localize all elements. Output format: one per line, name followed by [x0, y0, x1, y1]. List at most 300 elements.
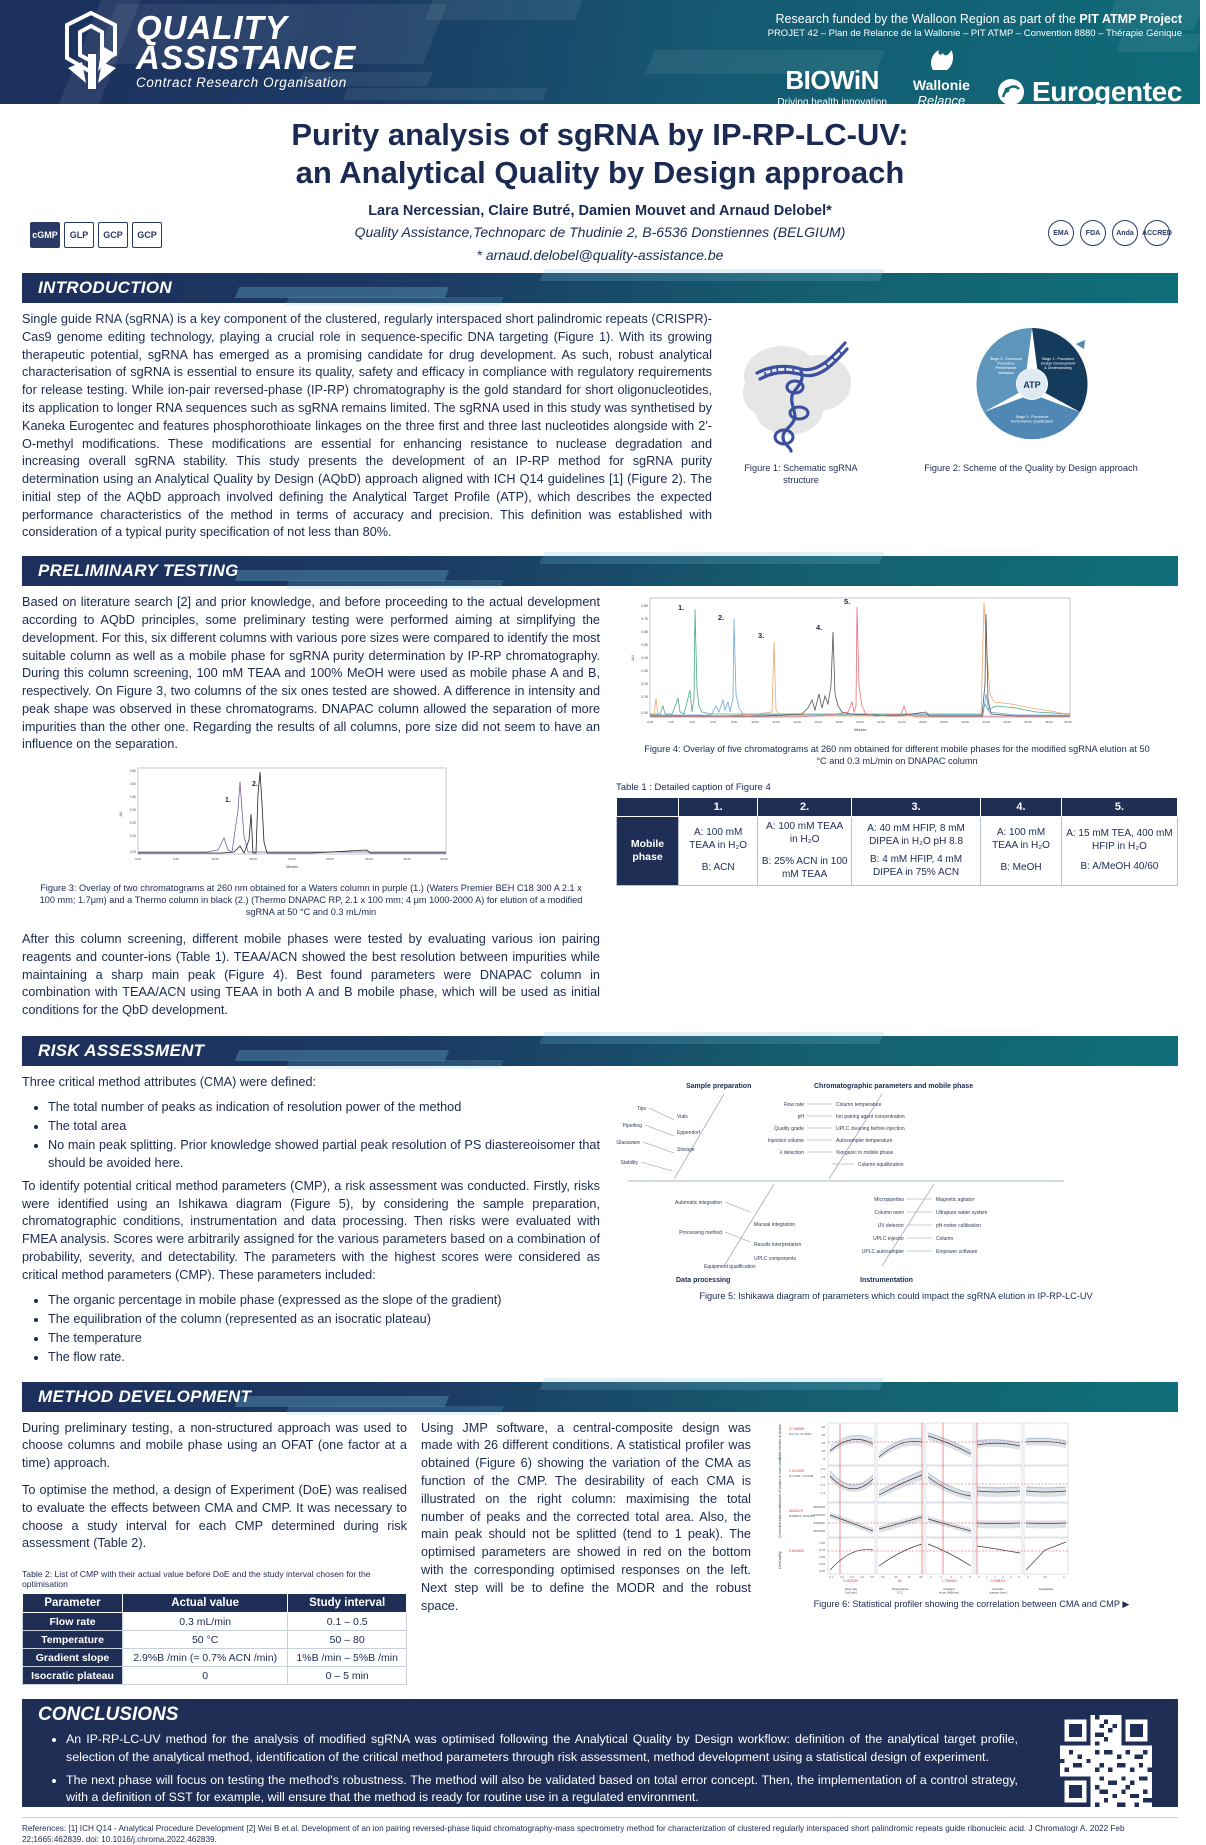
table-row: [23, 1613, 407, 1631]
t1-c5-a: A: 15 mM TEA, 400 mM HFIP in H₂O: [1066, 828, 1173, 852]
t1-rowlabel: Mobile phase: [617, 817, 679, 886]
svg-text:5.00: 5.00: [173, 857, 179, 862]
stage2-label: Stage 2 : Procedure Performance Qualification: [1010, 415, 1053, 424]
ishikawa-item: Column equilibration: [858, 1161, 904, 1168]
svg-text:4: 4: [960, 1575, 962, 1579]
figure-2-caption: Figure 2: Scheme of the Quality by Design approach: [924, 463, 1138, 474]
svg-text:AU: AU: [630, 655, 635, 661]
ishikawa-item: Ion pairing agent concentration: [836, 1113, 905, 1120]
ishikawa-item: Stability: [620, 1159, 638, 1166]
ishikawa-item: Vials: [677, 1113, 688, 1120]
svg-text:14.00: 14.00: [793, 720, 801, 725]
table-row: [23, 1667, 407, 1685]
stage1-label: Stage 1 : Procedure Design Development & Understanding: [1040, 357, 1075, 371]
profiler-ci: [23.716, 31.4831]: [789, 1431, 812, 1436]
svg-text:12.00: 12.00: [772, 720, 780, 725]
introduction-heading: INTRODUCTION: [38, 278, 172, 298]
svg-text:0.20: 0.20: [129, 821, 136, 826]
ishikawa-item: UPLC cleaning before injection: [836, 1125, 905, 1132]
svg-text:2.00: 2.00: [668, 720, 674, 725]
svg-text:10.00: 10.00: [751, 720, 759, 725]
table-cell: 0 – 5 min: [288, 1667, 407, 1685]
badge-accred: ACCRED: [1144, 220, 1170, 246]
ishikawa-item: Ultrapure water system: [936, 1209, 988, 1216]
svg-text:0.50: 0.50: [129, 782, 136, 787]
ishikawa-item: UPLC components: [754, 1255, 796, 1262]
preliminary-para1: Based on literature search [2] and prior knowledge, and before proceeding to the actual development according to AQbD principles, some preliminary testing were performed aiming at simplifying the development. For this, six different columns with various pore sizes were compared to identify the most suitable column as well as a mobile phase for sgRNA purity determination by IP-RP chromatography. During this column screening, 100 mM TEAA and 100% MeOH were used as mobile phase A and B, respectively. On Figure 3, two columns of the six ones tested are showed. A difference in intensity and peak shape was observed in these chromatograms. DNAPAC column allowed the separation of more impurities than the other one. Regarding the results of all columns, pore size did not seem to have an influence on the separation.: [22, 595, 600, 752]
list-item: • The equilibration of the column (represented as an isocratic plateau): [48, 1310, 600, 1328]
svg-text:3: 3: [1002, 1575, 1004, 1579]
svg-text:15.00: 15.00: [249, 857, 257, 862]
profiler-col-value: 80: [898, 1578, 902, 1583]
profiler-row-label: Total number of peaks: [778, 1424, 782, 1460]
preliminary-para2: After this column screening, different mobile phases were tested by evaluating various ion pairing reagents and counter-ions (Table 1). TEAA/ACN showed the best resolution between impurities while maintaining a sharp main peak (Figure 4). Best found parameters were DNAPAC column in combination with TEAA/ACN using TEAA in both A and B mobile phase, which will be used as initial conditions for the QbD development.: [22, 932, 600, 1018]
svg-text:8: 8: [823, 1456, 825, 1461]
table-cell: 0: [123, 1667, 288, 1685]
table-cell: 2.9%B /min (= 0.7% ACN /min): [123, 1649, 288, 1667]
svg-text:0.60: 0.60: [641, 630, 648, 635]
preliminary-heading: PRELIMINARY TESTING: [38, 561, 239, 581]
t1-c2-a: A: 100 mM TEAA in H₂O: [766, 821, 844, 845]
figure-3-chromatogram: [112, 764, 452, 879]
t1-c1-b: B: ACN: [701, 862, 735, 874]
figure-4-peak-label-2: 2.: [718, 613, 725, 623]
ishikawa-branch-title: Sample preparation: [686, 1082, 752, 1090]
svg-text:0.00: 0.00: [647, 720, 653, 725]
svg-text:25.00: 25.00: [326, 857, 334, 862]
table-row: [23, 1631, 407, 1649]
svg-text:32.00: 32.00: [982, 720, 990, 725]
profiler-col-value: 0.2100357: [843, 1578, 859, 1583]
ishikawa-item: Quality grade: [774, 1125, 804, 1132]
poster-title-line1: Purity analysis of sgRNA by IP-RP-LC-UV:: [291, 117, 909, 152]
svg-text:18.00: 18.00: [835, 720, 843, 725]
svg-text:22.00: 22.00: [877, 720, 885, 725]
svg-text:4: 4: [1010, 1575, 1012, 1579]
ishikawa-item: Micropipettes: [874, 1196, 904, 1203]
svg-text:6.00: 6.00: [710, 720, 716, 725]
profiler-col-value: 1.7294604: [941, 1578, 957, 1583]
profiler-response-value: 27.59959: [789, 1426, 804, 1431]
introduction-text: Single guide RNA (sgRNA) is a key component of the clustered, regularly interspaced short palindromic repeats (CRISPR)-Cas9 genome editing technology, playing a crucial role in sequence-specific DNA targeting (Figure 1). With its growing therapeutic potential, sgRNA has emerged as a promising candidate for drug development. As such, robust analytical characterisation of sgRNA is essential to ensure its quality, safety and efficacy in compliance with regulatory requirements for release testing. While ion-pair reversed-phase (IP-RP) chromatography is the gold standard for short oligonucleotides, its application to longer RNA sequences such as sgRNA remains limited. The sgRNA used in this study was synthetised by Kaneka Eurogentec and features phosphorothioate linkages on the three first and three last nucleotides alongside with 2'-O-methyl modifications. These modifications are essential for enhancing resistance to nuclease degradation and increasing overall sgRNA stability. This study presents the development of an IP-RP method for sgRNA purity determination using an Analytical Quality by Design (AQbD) approach aligned with ICH Q14 guidelines [1] (Figure 2). The initial step of the AQbD approach involved defining the Analytical Target Profile (ATP), which describes the expected performance characteristics of the method in terms of accuracy and precision. This definition was established with consideration of a typical purity specification of not less than 80%.: [22, 312, 712, 540]
logo-line1: QUALITY: [136, 8, 288, 46]
ishikawa-branch-title: Chromatographic parameters and mobile phase: [814, 1082, 974, 1090]
svg-text:0.3: 0.3: [850, 1575, 854, 1579]
ishikawa-item: Empower software: [936, 1248, 978, 1255]
svg-text:Desirability: Desirability: [1038, 1586, 1054, 1591]
t1-c3-b: B: 4 mM HFIP, 4 mM DIPEA in 75% ACN: [870, 854, 963, 878]
svg-text:Temperature[°C]: Temperature [°C]: [891, 1586, 909, 1595]
biowin-tagline: Driving health innovation: [777, 97, 887, 108]
wallonie-name: Wallonie: [912, 77, 970, 93]
figure-3-peak-label-2: 2.: [252, 781, 258, 789]
t2-col-0: Parameter: [23, 1594, 123, 1613]
list-item: • An IP-RP-LC-UV method for the analysis of modified sgRNA was optimised following the Analytical Quality by Design workflow: definition of the analytical target profile, selection of the analytical method, identification of the critical method parameters through risk assessment, method development using a statistical design of experiment.: [66, 1731, 1018, 1766]
poster-title-line2: an Analytical Quality by Design approach: [295, 155, 905, 191]
title-block: [0, 104, 1200, 265]
figure-4-caption: Figure 4: Overlay of five chromatograms at 260 nm obtained for different mobile phases for the modified sgRNA elution at 50 °C and 0.3 mL/min on DNAPAC column: [644, 744, 1150, 767]
ishikawa-item: Manual integration: [754, 1221, 796, 1228]
ishikawa-item: Injection volume: [767, 1137, 804, 1144]
profiler-row-label: Number of peaks in main peak: [778, 1457, 782, 1507]
qr-code-icon[interactable]: [1060, 1715, 1152, 1807]
qbd-cycle-icon: [944, 321, 1119, 456]
svg-text:26.00: 26.00: [919, 720, 927, 725]
svg-text:50: 50: [881, 1575, 885, 1579]
svg-text:0: 0: [1027, 1575, 1029, 1579]
table-cell: 1%B /min – 5%B /min: [288, 1649, 407, 1667]
method-para1: During preliminary testing, a non-structured approach was used to choose columns and mobile phase using an OFAT (one factor at a time) approach.: [22, 1420, 407, 1471]
profiler-ci: [5458804, 5801680]: [789, 1513, 815, 1518]
t1-c3-a: A: 40 mM HFIP, 8 mM DIPEA in H₂O pH 8.8: [867, 823, 965, 847]
ishikawa-item: UV detector: [877, 1222, 904, 1229]
ishikawa-item: Eppendorf: [677, 1129, 701, 1136]
svg-text:1.2: 1.2: [820, 1490, 825, 1495]
method-body: [22, 1420, 1178, 1685]
svg-text:0.00: 0.00: [641, 711, 648, 716]
conclusions-list: [66, 1731, 1148, 1806]
svg-text:0.4: 0.4: [860, 1575, 864, 1579]
profiler-row-label: Corrected total area: [778, 1505, 782, 1538]
figure-1: [726, 321, 876, 487]
ishikawa-item: pH: [797, 1113, 804, 1120]
svg-text:28.00: 28.00: [940, 720, 948, 725]
badge-gcp2: GCP: [132, 222, 162, 248]
t1-col-0: [617, 798, 679, 817]
svg-text:38.00: 38.00: [1045, 720, 1053, 725]
t2-col-2: Study interval: [288, 1594, 407, 1613]
risk-para2: To identify potential critical method parameters (CMP), a risk assessment was conducted. Firstly, risks were identified using an Ishikawa diagram (Figure 5), by considering the sample preparation, chromatographic conditions, instrumentation and data processing. Then risks were evaluated with FMEA analysis. Scores were arbitrarily assigned for the various parameters based on a combination of probability, severity, and detectability. The parameters with the highest scores were considered as critical method parameters (CMP). These parameters included:: [22, 1178, 600, 1282]
svg-text:36.00: 36.00: [1024, 720, 1032, 725]
table-cell: [1061, 817, 1177, 886]
svg-text:5800000: 5800000: [813, 1504, 825, 1509]
method-heading: METHOD DEVELOPMENT: [38, 1386, 252, 1406]
svg-text:Isocraticplateau [min]: Isocratic plateau [min]: [989, 1586, 1007, 1595]
table-cell: Temperature: [23, 1631, 123, 1649]
ishikawa-item: Pipetting: [622, 1122, 642, 1129]
method-para2: To optimise the method, a design of Experiment (DoE) was realised to evaluate the effects between CMA and CMP. It was necessary to choose a study interval for each CMP determined during risk assessment (Table 2).: [22, 1483, 407, 1551]
ishikawa-item: Column oven: [874, 1209, 904, 1216]
biowin-logo: [777, 65, 887, 108]
profiler-col-value: 0.0308119: [990, 1578, 1006, 1583]
svg-text:0.2: 0.2: [840, 1575, 844, 1579]
table-cell: Isocratic plateau: [23, 1667, 123, 1685]
profiler-row-label: Desirability: [778, 1550, 782, 1569]
references: References: [1] ICH Q14 - Analytical Procedure Development [2] Wei B et al. Development of an ion pairing reversed-phase liquid chromatography-mass spectrometry method for characterization of clustered regularly interspaced short palindromic repeats guide ribonucleic acid. J Chromatogr A. 2022 Feb 22;1665:462839. doi: 10.1016/j.chroma.2022.462839.: [22, 1817, 1178, 1845]
svg-text:0.60: 0.60: [129, 769, 136, 774]
svg-text:16: 16: [821, 1448, 825, 1453]
t2-col-1: Actual value: [123, 1594, 288, 1613]
sgrna-structure-icon: [727, 321, 875, 456]
svg-text:0.50: 0.50: [819, 1554, 825, 1559]
svg-text:20.00: 20.00: [856, 720, 864, 725]
t1-col-2: 2.: [758, 798, 852, 817]
section-header-risk: [22, 1036, 1178, 1066]
table-cell: 0.3 mL/min: [123, 1613, 288, 1631]
svg-text:1.00: 1.00: [819, 1540, 825, 1545]
header-ribbon: [343, 88, 548, 100]
svg-text:10.00: 10.00: [211, 857, 219, 862]
corresponding-email: * arnaud.delobel@quality-assistance.be: [476, 247, 724, 264]
t1-col-4: 4.: [981, 798, 1062, 817]
list-item: • The organic percentage in mobile phase (expressed as the slope of the gradient): [48, 1291, 600, 1309]
figure-3-caption: Figure 3: Overlay of two chromatograms at 260 nm obtained for a Waters column in purple (1.) (Waters Premier BEH C18 300 A 2.1 x 100 mm; 1.7μm) and a Thermo column in black (2.) (Thermo DNAPAC RP, 2.1 x 100 mm; 4 μm 1000-2000 A) for elution of a modified sgRNA at 50 °C and 0.3 mL/min: [39, 883, 583, 918]
svg-text:0.30: 0.30: [129, 808, 136, 813]
risk-intro: Three critical method attributes (CMA) were defined:: [22, 1074, 317, 1089]
ishikawa-item: UPLC injector: [873, 1235, 904, 1242]
ishikawa-item: Processing method: [679, 1229, 722, 1236]
svg-text:40.00: 40.00: [440, 857, 448, 862]
table-cell: [981, 817, 1062, 886]
svg-text:30.00: 30.00: [961, 720, 969, 725]
svg-text:60: 60: [894, 1575, 898, 1579]
svg-text:Gradientslope [%B/min]: Gradient slope [%B/min]: [938, 1586, 960, 1595]
svg-text:0: 0: [978, 1575, 980, 1579]
table-cell: Gradient slope: [23, 1649, 123, 1667]
table-cell: [758, 817, 852, 886]
table-2-caption: Table 2: List of CMP with their actual value before DoE and the study interval chosen for the optimisation: [22, 1569, 371, 1590]
t1-col-1: 1.: [679, 798, 758, 817]
t1-col-3: 3.: [851, 798, 980, 817]
svg-text:40: 40: [821, 1424, 825, 1429]
quality-assistance-logo: [58, 10, 356, 92]
wallonie-sub: Relance: [917, 93, 966, 108]
table-cell: 0.1 – 0.5: [288, 1613, 407, 1631]
figure-4-peak-label-3: 3.: [758, 631, 765, 641]
section-header-preliminary: [22, 556, 1178, 586]
svg-text:32: 32: [821, 1432, 825, 1437]
table-1-caption: Table 1 : Detailed caption of Figure 4: [616, 782, 771, 794]
figure-4-chromatogram: [616, 594, 1076, 744]
svg-text:0.70: 0.70: [641, 617, 648, 622]
svg-text:5400000: 5400000: [813, 1520, 825, 1525]
badge-glp: GLP: [64, 222, 94, 248]
svg-text:0.50: 0.50: [641, 643, 648, 648]
section-header-introduction: [22, 273, 1178, 303]
figure-6-caption: Figure 6: Statistical profiler showing the correlation between CMA and CMP ▶: [813, 1598, 1130, 1609]
svg-text:1.5: 1.5: [820, 1482, 825, 1487]
list-item: • The total number of peaks as indication of resolution power of the method: [48, 1098, 600, 1116]
svg-text:3: 3: [950, 1575, 952, 1579]
table-row: [617, 817, 1178, 886]
svg-text:35.00: 35.00: [403, 857, 411, 862]
table-cell: [679, 817, 758, 886]
logo-line2: ASSISTANCE: [136, 39, 357, 77]
list-item: • The temperature: [48, 1329, 600, 1347]
svg-text:2: 2: [994, 1575, 996, 1579]
figure-1-caption: Figure 1: Schematic sgRNA structure: [744, 463, 858, 485]
table-cell: Flow rate: [23, 1613, 123, 1631]
accreditation-badges-left: [30, 222, 162, 248]
svg-text:0.5: 0.5: [1043, 1575, 1047, 1579]
list-item: • No main peak splitting. Prior knowledge showed partial peak resolution of PS diastereoisomer that should be avoided here.: [48, 1136, 600, 1172]
list-item: • The next phase will focus on testing the method's robustness. The method will also be validated based on total error concept. Then, the implementation of a control strategy, with a definition of SST for example, will ensure that the method is ready for routine use in a regulated environment.: [66, 1772, 1018, 1807]
profiler-response-value: 5630370: [789, 1508, 803, 1513]
ishikawa-item: λ detection: [779, 1149, 804, 1156]
profiler-response-value: 1.001005: [789, 1468, 804, 1473]
header-ribbon: [425, 0, 586, 20]
figure-2: [884, 321, 1178, 475]
svg-text:0.30: 0.30: [641, 669, 648, 674]
ishikawa-item: Column: [936, 1235, 954, 1242]
svg-text:0.00: 0.00: [135, 857, 141, 862]
conclusions-block: [22, 1699, 1178, 1806]
statistical-profiler-chart: [765, 1420, 1075, 1595]
introduction-body: [22, 311, 1178, 542]
eurogentec-name: Eurogentec: [1031, 76, 1182, 107]
figure-3-peak-label-1: 1.: [225, 797, 231, 805]
ishikawa-item: Automatic integration: [675, 1199, 722, 1206]
list-item: • The total area: [48, 1117, 600, 1135]
affiliation: Quality Assistance,Technoparc de Thudinie 2, B-6536 Donstiennes (BELGIUM): [354, 224, 846, 241]
svg-text:0.40: 0.40: [129, 795, 136, 800]
table-cell: 50 – 80: [288, 1631, 407, 1649]
ishikawa-item: Column temperature: [836, 1101, 882, 1108]
risk-heading: RISK ASSESSMENT: [38, 1040, 205, 1060]
figure-6: [765, 1420, 1178, 1685]
svg-text:5700000: 5700000: [813, 1512, 825, 1517]
table-2-block: [22, 1569, 407, 1685]
ishikawa-item: Results interpretation: [754, 1241, 802, 1248]
svg-text:80: 80: [919, 1575, 923, 1579]
atp-label: ATP: [1022, 380, 1041, 391]
figure-5: [614, 1074, 1178, 1372]
t1-c1-a: A: 100 mM TEAA in H₂O: [689, 827, 748, 851]
wallonie-logo: [913, 46, 970, 108]
svg-text:0.75: 0.75: [819, 1547, 825, 1552]
t1-col-5: 5.: [1061, 798, 1177, 817]
badge-cgmp: cGMP: [30, 222, 60, 248]
logo-tagline: Contract Research Organisation: [136, 74, 347, 90]
ishikawa-item: Storage: [677, 1146, 695, 1153]
svg-text:0.1: 0.1: [829, 1575, 833, 1579]
svg-text:2.5: 2.5: [820, 1466, 825, 1471]
table-cell: [851, 817, 980, 886]
ishikawa-diagram: [614, 1074, 1084, 1289]
svg-text:0.00: 0.00: [819, 1568, 825, 1573]
svg-text:1: 1: [986, 1575, 988, 1579]
svg-text:30.00: 30.00: [365, 857, 373, 862]
svg-text:AU: AU: [119, 811, 123, 817]
conclusions-heading: CONCLUSIONS: [38, 1704, 179, 1726]
table-cell: 50 °C: [123, 1631, 288, 1649]
figure-3: [22, 764, 600, 879]
sponsor-logos: [777, 46, 1182, 108]
svg-text:5: 5: [969, 1575, 971, 1579]
eurogentec-mark-icon: [996, 77, 1026, 107]
funding-text: Research funded by the Walloon Region as part of the: [775, 12, 1080, 26]
ishikawa-item: Tips: [636, 1105, 646, 1112]
ishikawa-item: Magnetic agitator: [936, 1196, 975, 1203]
svg-text:Flow rate[mL/min]: Flow rate [mL/min]: [844, 1586, 858, 1595]
svg-text:1: 1: [930, 1575, 932, 1579]
svg-text:20.00: 20.00: [288, 857, 296, 862]
t1-c2-b: B: 25% ACN in 100 mM TEAA: [761, 856, 848, 880]
page-header: [0, 0, 1200, 108]
ishikawa-item: UPLC autosampler: [861, 1248, 904, 1255]
svg-text:0.10: 0.10: [641, 695, 648, 700]
funding-subtext: PROJET 42 – Plan de Relance de la Wallonie – PIT ATMP – Convention 8880 – Thérapie Génique: [767, 28, 1182, 39]
risk-body: [22, 1074, 1178, 1372]
table-2: [22, 1593, 407, 1685]
method-para3: Using JMP software, a central-composite design was made with 26 different conditions. A statistical profiler was obtained (Figure 6) showing the variation of the CMA as function of the CMP. The desirability of each CMA is illustrated on the right column: maximising the total number of peaks and the corrected total area. Also, the main peak should not be splitted (tend to 1 peak). The optimised parameters are showed in red on the bottom with the corresponding optimised responses on the left. Next step will be to define the MODR and the robust space.: [421, 1420, 751, 1613]
preliminary-body: [22, 594, 1178, 1020]
svg-text:2: 2: [940, 1575, 942, 1579]
ishikawa-item: Flow rate: [783, 1101, 804, 1108]
svg-text:1: 1: [1063, 1575, 1065, 1579]
author-list: Lara Nercessian, Claire Butré, Damien Mouvet and Arnaud Delobel*: [368, 203, 832, 220]
svg-text:40.00: 40.00: [1064, 720, 1072, 725]
svg-text:0.25: 0.25: [819, 1561, 825, 1566]
table-1: [616, 797, 1178, 886]
table-row-header: [617, 798, 1178, 817]
svg-text:0.5: 0.5: [870, 1575, 874, 1579]
ishikawa-item: %organic in mobile phase: [836, 1149, 894, 1156]
svg-text:Minutes: Minutes: [286, 865, 298, 870]
svg-text:0.20: 0.20: [641, 682, 648, 687]
figure-5-caption: Figure 5: Ishikawa diagram of parameters which could impact the sgRNA elution in IP-RP-LC-UV: [699, 1290, 1093, 1301]
svg-text:0.80: 0.80: [641, 604, 648, 609]
svg-text:5100000: 5100000: [813, 1528, 825, 1533]
ishikawa-branch-title: Instrumentation: [860, 1276, 913, 1284]
funding-statement: [768, 12, 1182, 39]
t1-c4-b: B: MeOH: [1000, 862, 1042, 874]
accreditation-badges-right: [1048, 220, 1170, 246]
svg-text:24.00: 24.00: [898, 720, 906, 725]
badge-ema: EMA: [1048, 220, 1074, 246]
t1-c4-a: A: 100 mM TEAA in H₂O: [992, 827, 1050, 851]
qa-monogram-icon: [58, 10, 124, 92]
svg-text:34.00: 34.00: [1003, 720, 1011, 725]
svg-text:16.00: 16.00: [814, 720, 822, 725]
ishikawa-item: Glassware: [616, 1139, 640, 1146]
ishikawa-branch-title: Data processing: [676, 1276, 731, 1284]
svg-text:24: 24: [821, 1440, 825, 1445]
figure-4-peak-label-4: 4.: [816, 623, 823, 633]
svg-text:2.0: 2.0: [820, 1474, 825, 1479]
svg-text:70: 70: [907, 1575, 911, 1579]
table-row-header: [23, 1594, 407, 1613]
profiler-ci: [0.47065, 1.53138]: [789, 1473, 814, 1478]
funding-project: PIT ATMP Project: [1079, 12, 1182, 26]
rooster-icon: [923, 46, 959, 72]
profiler-response-value: 0.844401: [789, 1548, 804, 1553]
svg-text:0.00: 0.00: [129, 850, 136, 855]
t1-c5-b: B: A/MeOH 40/60: [1080, 861, 1159, 873]
ishikawa-item: pH-meter calibration: [936, 1222, 982, 1229]
table-row: [23, 1649, 407, 1667]
svg-text:5: 5: [1018, 1575, 1020, 1579]
cmp-list: [48, 1291, 600, 1366]
ishikawa-item: Autosampler temperature: [836, 1137, 893, 1144]
stage3-label: Stage 3 : Continued Procedure Performance Validation: [989, 357, 1022, 375]
figure-4-peak-label-5: 5.: [844, 597, 851, 607]
badge-anda: Anda: [1112, 220, 1138, 246]
svg-text:0.10: 0.10: [129, 834, 136, 839]
svg-text:4.00: 4.00: [689, 720, 695, 725]
svg-text:0.40: 0.40: [641, 656, 648, 661]
figure-4-peak-label-1: 1.: [678, 603, 685, 613]
badge-fda: FDA: [1080, 220, 1106, 246]
ishikawa-item: Equipment qualification: [704, 1263, 756, 1270]
table-1-block: [616, 782, 1178, 886]
cma-list: [48, 1098, 600, 1172]
svg-text:8.00: 8.00: [731, 720, 737, 725]
svg-text:Minutes: Minutes: [853, 728, 867, 733]
list-item: • The flow rate.: [48, 1348, 600, 1366]
biowin-name: BIOWiN: [785, 65, 879, 95]
section-header-method: [22, 1382, 1178, 1412]
